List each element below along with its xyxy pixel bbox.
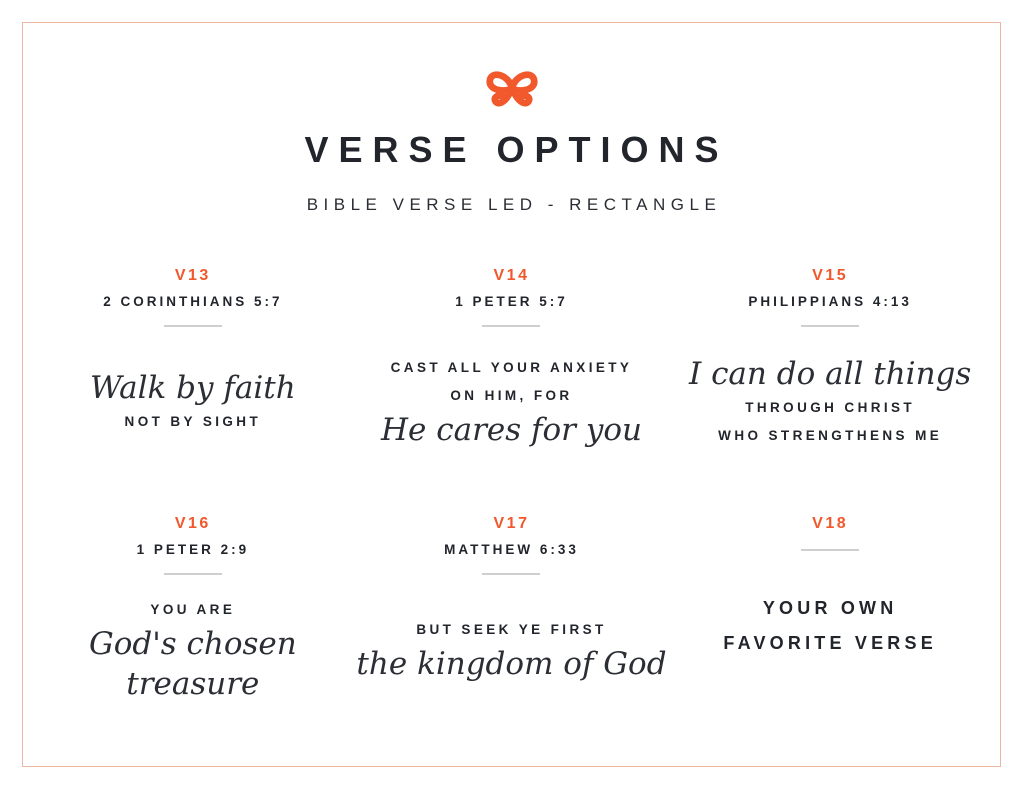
bow-icon xyxy=(481,63,543,115)
verse-text xyxy=(671,551,990,697)
page-subtitle: BIBLE VERSE LED - RECTANGLE xyxy=(306,195,722,215)
verse-id: V17 xyxy=(493,515,530,533)
verse-text xyxy=(34,575,353,721)
verse-line: CAST ALL YOUR ANXIETY xyxy=(390,359,633,375)
verse-line: YOUR OWN xyxy=(762,598,898,619)
verse-id: V13 xyxy=(174,267,211,285)
verse-id: V15 xyxy=(812,267,849,285)
page-frame xyxy=(22,22,1001,767)
verse-reference: 2 CORINTHIANS 5:7 xyxy=(103,294,283,310)
verse-text xyxy=(34,327,353,473)
verse-id: V16 xyxy=(174,515,211,533)
verse-text xyxy=(352,327,671,473)
verse-line: treasure xyxy=(126,666,260,703)
verse-text xyxy=(352,575,671,721)
verse-card-v15 xyxy=(671,267,990,473)
verse-line: THROUGH CHRIST xyxy=(745,399,916,415)
verse-card-v13 xyxy=(34,267,353,473)
verse-id: V18 xyxy=(812,515,849,533)
verse-line: YOU ARE xyxy=(150,601,236,617)
verse-card-v18 xyxy=(671,515,990,721)
verse-line: ON HIM, FOR xyxy=(450,387,573,403)
verse-line: NOT BY SIGHT xyxy=(124,414,262,430)
verse-line: WHO STRENGTHENS ME xyxy=(718,428,943,444)
verse-id: V14 xyxy=(493,267,530,285)
verse-text xyxy=(671,327,990,473)
verse-line: He cares for you xyxy=(381,412,642,449)
verse-reference: PHILIPPIANS 4:13 xyxy=(748,294,912,310)
verse-line: God's chosen xyxy=(88,625,297,662)
verse-reference: 1 PETER 2:9 xyxy=(136,542,250,558)
verse-card-v16 xyxy=(34,515,353,721)
verse-line: FAVORITE VERSE xyxy=(723,633,937,654)
verse-card-v17 xyxy=(352,515,671,721)
verse-reference: MATTHEW 6:33 xyxy=(444,542,579,558)
verse-card-v14 xyxy=(352,267,671,473)
page-title: VERSE OPTIONS xyxy=(304,129,729,170)
verse-line: Walk by faith xyxy=(89,369,296,406)
verse-line: I can do all things xyxy=(688,355,972,392)
verse-line: BUT SEEK YE FIRST xyxy=(416,621,607,637)
brand-logo xyxy=(481,63,543,115)
verse-reference: 1 PETER 5:7 xyxy=(455,294,568,310)
verse-line: the kingdom of God xyxy=(356,646,667,683)
verse-grid xyxy=(34,267,990,721)
